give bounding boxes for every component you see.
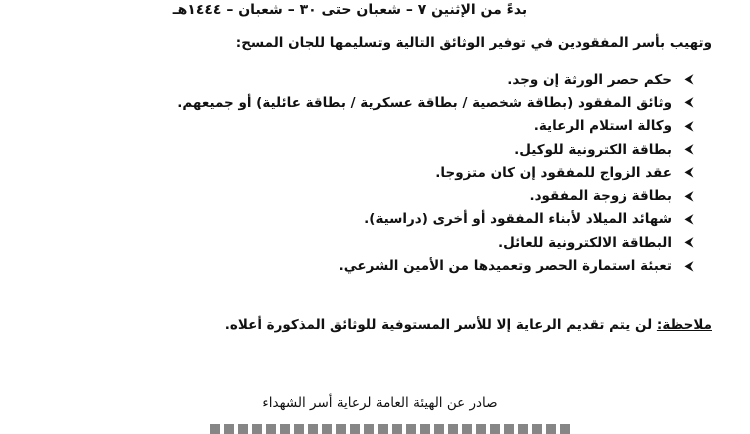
arrow-bullet-icon: ⮜ (684, 95, 694, 111)
list-item (78, 115, 698, 138)
list-item (78, 138, 698, 161)
cropped-text-line (210, 424, 570, 434)
list-item (78, 161, 698, 184)
list-item (78, 254, 698, 277)
arrow-bullet-icon: ⮜ (684, 165, 694, 181)
list-item (78, 184, 698, 207)
note-text: لن يتم تقديم الرعاية إلا للأسر المستوفية للوثائق المذكورة أعلاه. (224, 317, 657, 333)
arrow-bullet-icon: ⮜ (684, 258, 694, 274)
list-item-text: تعبئة استمارة الحصر وتعميدها من الأمين الشرعي. (338, 258, 672, 275)
arrow-bullet-icon: ⮜ (684, 235, 694, 251)
required-documents-list (78, 68, 698, 278)
arrow-bullet-icon: ⮜ (684, 72, 694, 88)
list-item (78, 91, 698, 114)
issuer-line: صادر عن الهيئة العامة لرعاية أسر الشهداء (262, 395, 498, 411)
list-item (78, 208, 698, 231)
list-item-text: شهائد الميلاد لأبناء المفقود أو أخرى (دراسية). (364, 211, 672, 228)
list-item-text: وكالة استلام الرعاية. (533, 118, 672, 135)
intro-paragraph: وتهيب بأسر المفقودين في توفير الوثائق التالية وتسليمها للجان المسح: (235, 35, 712, 51)
note-paragraph (32, 317, 712, 333)
list-item (78, 231, 698, 254)
list-item-text: عقد الزواج للمفقود إن كان متزوجا. (435, 164, 672, 181)
list-item-text: حكم حصر الورثة إن وجد. (507, 71, 672, 88)
arrow-bullet-icon: ⮜ (684, 211, 694, 227)
list-item-text: وثائق المفقود (بطاقة شخصية / بطاقة عسكرية / بطاقة عائلية) أو جميعهم. (177, 94, 672, 111)
arrow-bullet-icon: ⮜ (684, 188, 694, 204)
list-item-text: بطاقة زوجة المفقود. (529, 188, 672, 205)
arrow-bullet-icon: ⮜ (684, 118, 694, 134)
list-item-text: البطاقة الالكترونية للعائل. (497, 234, 672, 251)
note-label: ملاحظة: (656, 317, 712, 333)
arrow-bullet-icon: ⮜ (684, 142, 694, 158)
list-item (78, 68, 698, 91)
list-item-text: بطاقة الكترونية للوكيل. (514, 141, 672, 158)
date-range-line: بدءً من الإثنين ٧ – شعبان حتى ٣٠ – شعبان – ١٤٤٤هـ (172, 2, 528, 18)
